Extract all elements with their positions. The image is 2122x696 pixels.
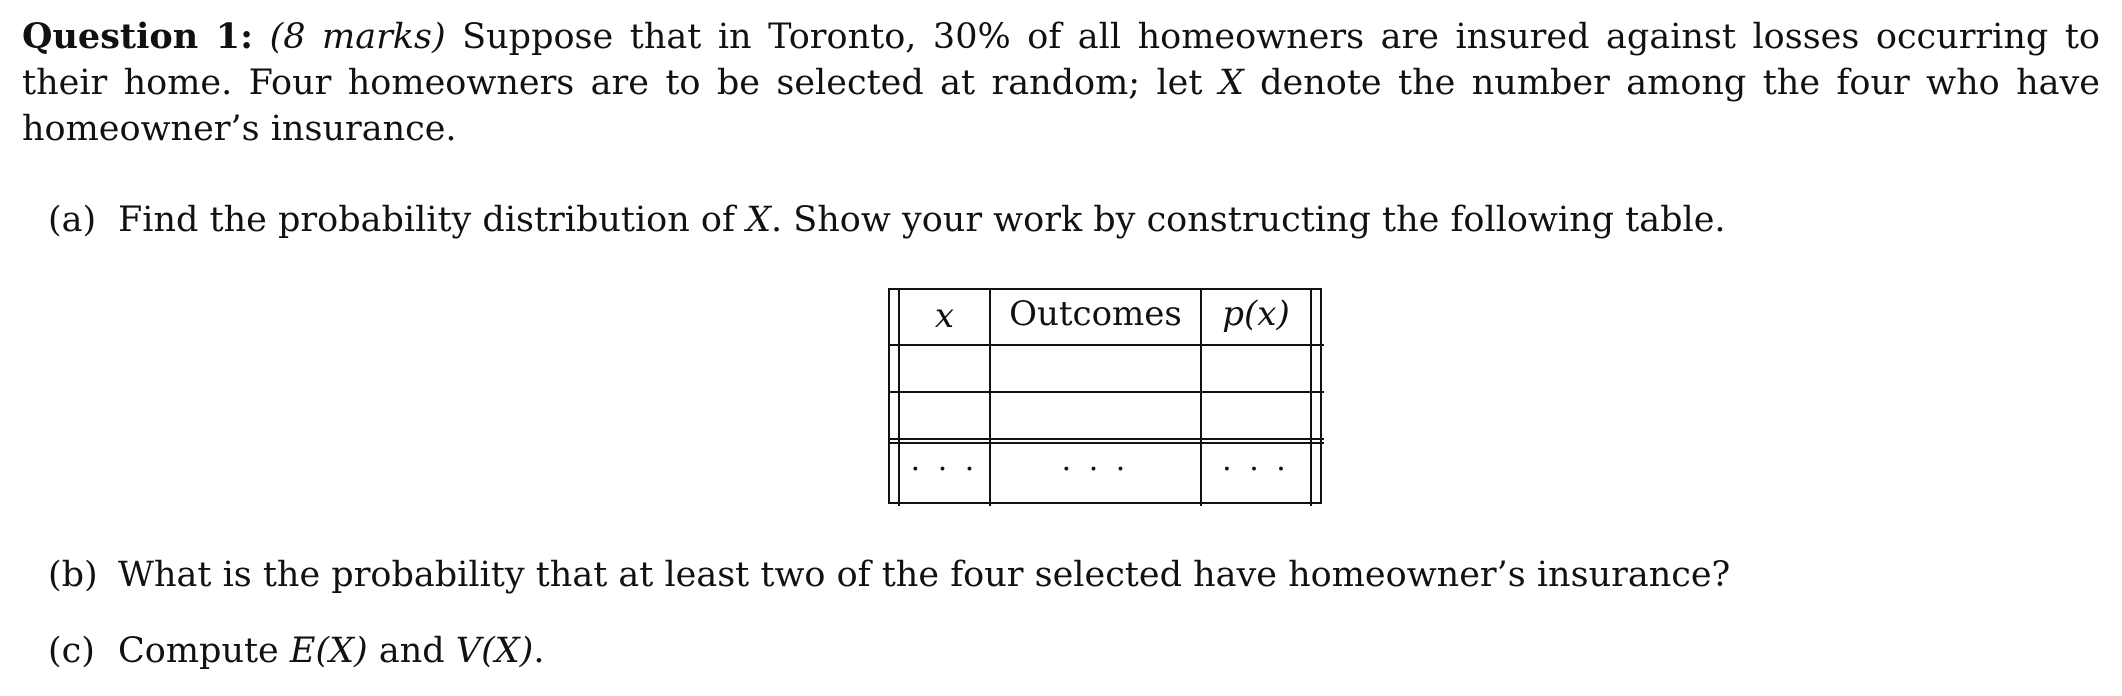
table-row-divider-3 [890,438,1324,440]
part-b [48,552,1730,598]
part-a-text2: . Show your work by constructing the following table. [771,200,1726,240]
part-c-label: (c) [48,631,95,671]
part-c [48,628,544,674]
question-marks: (8 marks) [269,17,446,57]
distribution-table [888,288,1326,508]
part-c-variance: V(X) [455,631,534,671]
part-a [48,197,1726,243]
question-variable: X [1218,63,1244,103]
part-a-var: X [746,200,772,240]
table-header-px: p(x) [1222,294,1290,334]
part-c-end: . [533,631,545,671]
table-cell-ellipsis-2: · · · [1061,452,1130,487]
table-border-inner-right [1310,290,1312,506]
part-a-label: (a) [48,200,97,240]
question-text-part1: Suppose that in Toronto, 30% of all homeowners are insured against losses occurring to their home. Four homeowners are to be selected at random; let [22,17,2100,103]
question-heading: Question 1: [22,16,254,57]
table-row-divider-2 [890,391,1324,393]
table-row-divider-1 [890,344,1324,346]
table-cell-ellipsis-1: · · · [910,452,979,487]
part-c-expectation: E(X) [289,631,368,671]
part-a-text1: Find the probability distribution of [118,200,735,240]
part-c-text1: Compute [118,631,279,671]
table-cell-ellipsis-3: · · · [1222,452,1290,487]
question-1-stem [22,14,2100,152]
table-row-divider-3-double [890,442,1324,444]
table-header-outcomes: Outcomes [1009,294,1182,334]
part-c-and: and [378,631,445,671]
question-text-part2: denote the number among the four who have homeowner’s insurance. [22,63,2100,149]
part-b-text: What is the probability that at least two of the four selected have homeowner’s insurance? [118,555,1731,595]
part-b-label: (b) [48,555,98,595]
table-header-x: x [934,296,955,336]
table-frame [888,288,1322,504]
